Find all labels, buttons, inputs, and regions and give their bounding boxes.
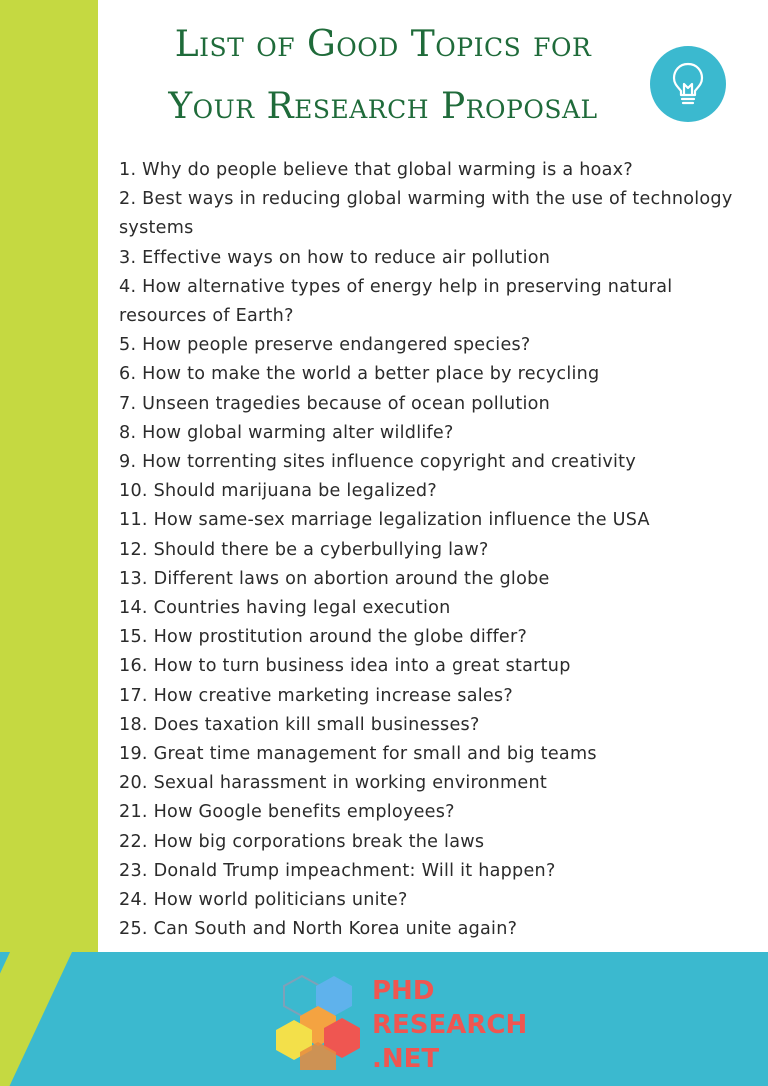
topic-item: 13. Different laws on abortion around the globe [119, 568, 550, 589]
title-line-1: List of Good Topics for [174, 24, 592, 65]
logo-line-3: .NET [372, 1044, 440, 1074]
topic-item: 1. Why do people believe that global warming is a hoax? [119, 160, 633, 180]
topic-item: 15. How prostitution around the globe differ? [119, 627, 528, 648]
topic-item: 23. Donald Trump impeachment: Will it happen? [119, 860, 556, 881]
topic-item: 21. How Google benefits employees? [119, 802, 455, 823]
topic-item: 22. How big corporations break the laws [119, 831, 485, 852]
topic-item: 18. Does taxation kill small businesses? [119, 714, 480, 735]
side-accent-stripe [0, 0, 98, 952]
topic-item: 5. How people preserve endangered species? [119, 335, 531, 356]
topic-item: 12. Should there be a cyberbullying law? [119, 539, 489, 560]
topic-item: 3. Effective ways on how to reduce air pollution [119, 247, 551, 268]
page-title [98, 14, 668, 138]
footer-stripe [0, 952, 72, 1086]
topic-item: 9. How torrenting sites influence copyright and creativity [119, 452, 636, 473]
logo-line-2: RESEARCH [372, 1010, 528, 1040]
lightbulb-icon [650, 46, 726, 122]
topic-item: 25. Can South and North Korea unite again? [119, 919, 518, 940]
topic-item: 19. Great time management for small and big teams [119, 744, 597, 765]
topic-item: 17. How creative marketing increase sales? [119, 685, 513, 706]
topic-item: 4. How alternative types of energy help in preserving natural resources of Earth? [119, 276, 673, 327]
topic-item: 7. Unseen tragedies because of ocean pollution [119, 393, 551, 414]
topic-item: 24. How world politicians unite? [119, 890, 408, 911]
title-line-2: Your Research Proposal [168, 86, 598, 127]
topic-list [119, 156, 755, 944]
hexagon-logo-icon [272, 972, 372, 1072]
footer-logo-text [372, 974, 527, 1076]
topic-item: 11. How same-sex marriage legalization influence the USA [119, 510, 650, 531]
topic-item: 10. Should marijuana be legalized? [119, 481, 437, 502]
logo-line-1: PHD [372, 976, 435, 1006]
footer [0, 952, 768, 1086]
topic-item: 16. How to turn business idea into a great startup [119, 656, 571, 677]
topic-item: 6. How to make the world a better place by recycling [119, 364, 600, 385]
topic-item: 8. How global warming alter wildlife? [119, 422, 454, 443]
topic-item: 14. Countries having legal execution [119, 598, 451, 619]
topic-item: 2. Best ways in reducing global warming with the use of technology systems [119, 189, 733, 239]
topic-item: 20. Sexual harassment in working environment [119, 773, 548, 794]
